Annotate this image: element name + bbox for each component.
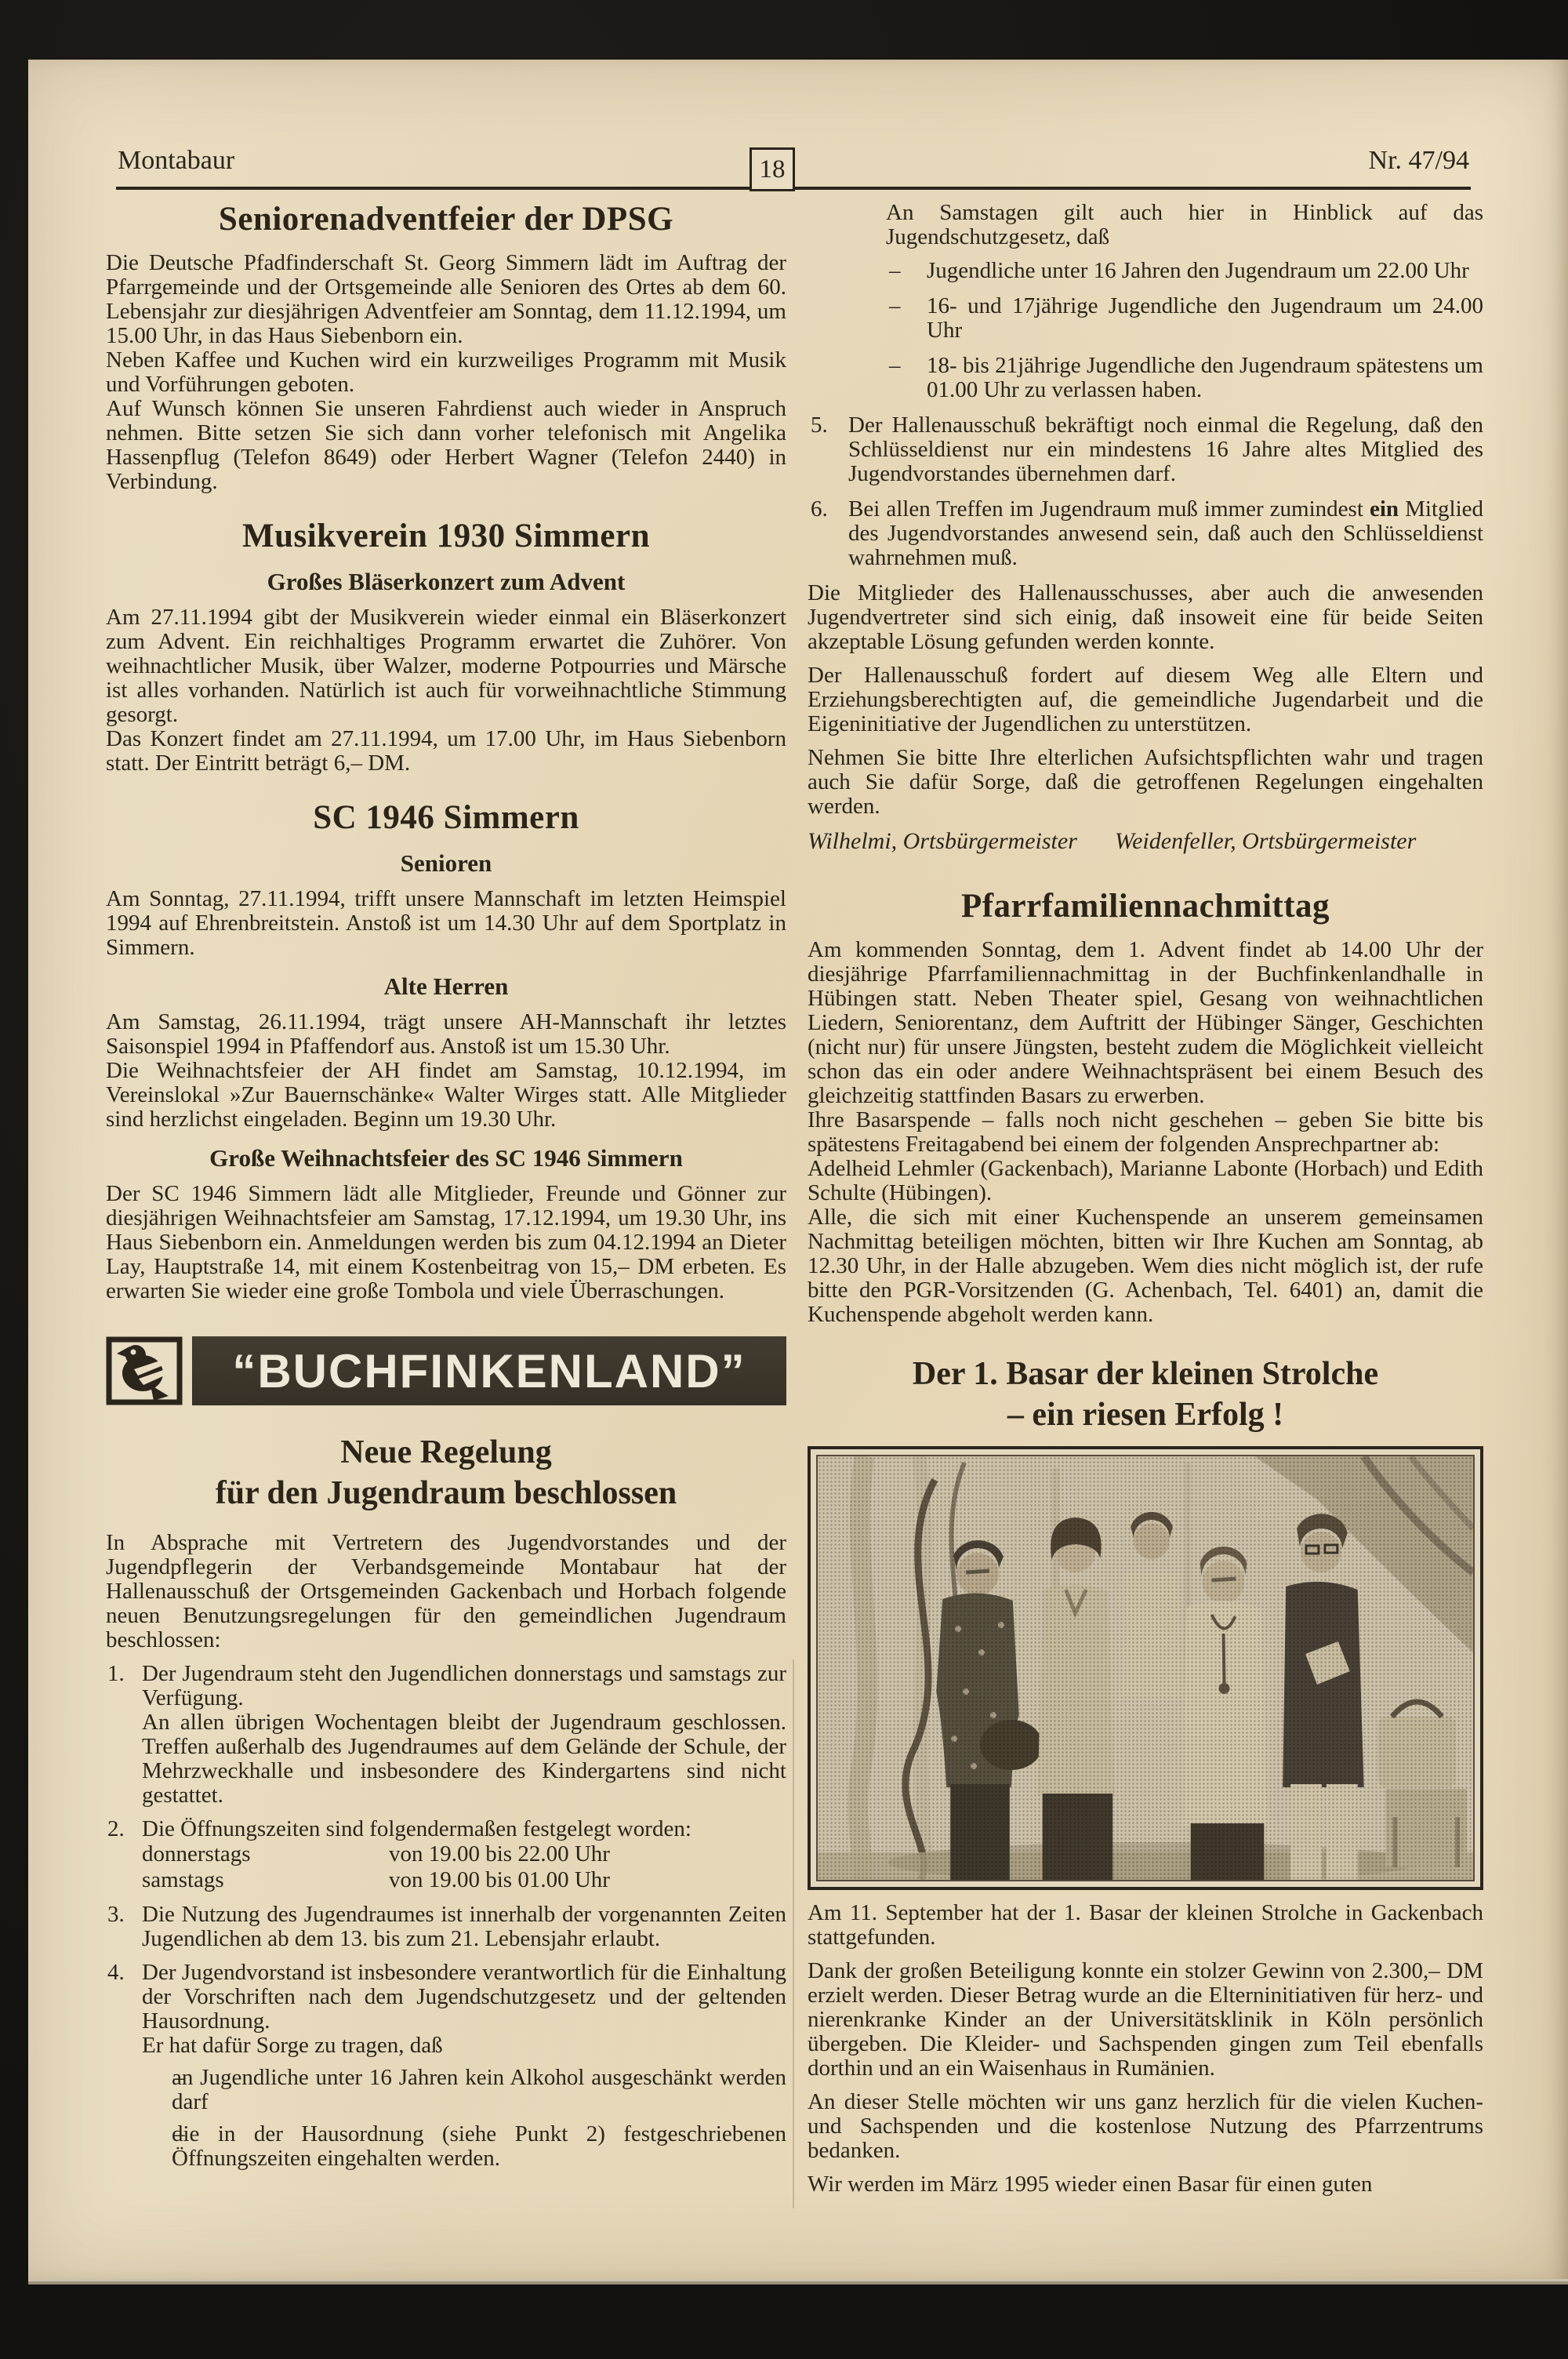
column-divider xyxy=(793,1659,794,2208)
paragraph: Die Weihnachtsfeier der AH findet am Samstag, 10.12.1994, im Vereinslokal »Zur Bauernschänke« Walter Wirges statt. Alle Mitglieder sind herzlichst eingeladen. Beginn um 19.30 Uhr. xyxy=(106,1058,786,1132)
schedule-time: von 19.00 bis 01.00 Uhr xyxy=(389,1867,610,1892)
paragraph: Das Konzert findet am 27.11.1994, um 17.00 Uhr, im Haus Siebenborn statt. Der Eintritt beträgt 6,– DM. xyxy=(106,726,786,776)
finch-icon xyxy=(106,1336,183,1405)
schedule-time: von 19.00 bis 22.00 Uhr xyxy=(389,1841,610,1866)
list-number: 1. xyxy=(107,1661,125,1686)
paragraph: Die Deutsche Pfadfinderschaft St. Georg Simmern lädt im Auftrag der Pfarrgemeinde und der Ortsgemeinde alle Senioren des Ortes ab dem 60. Lebensjahr zur diesjährigen Adventfeier am Sonntag, dem 11.12.1994, um 15.00 Uhr, in das Haus Siebenborn ein. xyxy=(106,250,786,348)
list-item-5 xyxy=(808,413,1483,486)
article-musikverein xyxy=(106,518,786,776)
newsletter-page xyxy=(28,60,1568,2279)
paragraph: An dieser Stelle möchten wir uns ganz herzlich für die vielen Kuchen- und Sachspenden und die kostenlose Nutzung des Pfarrzentrums bedanken. xyxy=(808,2089,1483,2163)
article-regelung xyxy=(106,1432,786,2171)
heading-senioren: Senioren xyxy=(400,849,492,877)
paragraph: Der SC 1946 Simmern lädt alle Mitglieder, Freunde und Gönner zur diesjährigen Weihnachtsfeier am Samstag, 17.12.1994, um 19.30 Uhr, ins Haus Siebenborn ein. Anmeldungen werden bis zum 04.12.1994 an Dieter Lay, Hauptstraße 14, mit einem Kostenbeitrag von 15,– DM erbeten. Es erwarten Sie wieder eine große Tombola und viele Überraschungen. xyxy=(106,1181,786,1303)
paragraph: Am kommenden Sonntag, dem 1. Advent findet ab 14.00 Uhr der diesjährige Pfarrfamiliennachmittag in der Buchfinkenlandhalle in Hübingen statt. Neben Theater spiel, Gesang von weihnachtlichen Liedern, Seniorentanz, dem Auftritt der Hübinger Sänger, Geschichten (nicht nur) für unsere Jüngsten, besteht zudem die Möglichkeit vielleicht schon das ein oder andere Weihnachtspräsent bei einem Besuch des gleichzeitig stattfinden Basars zu erwerben. xyxy=(808,937,1483,1108)
photo-image xyxy=(816,1455,1475,1881)
page-number-box xyxy=(750,147,795,191)
paragraph: Er hat dafür Sorge zu tragen, daß xyxy=(142,2033,443,2058)
dash-item xyxy=(886,294,1483,343)
signature-weidenfeller: Weidenfeller, Ortsbürgermeister xyxy=(1114,828,1417,854)
paragraph: Neben Kaffee und Kuchen wird ein kurzweiliges Programm mit Musik und Vorführungen geboten. xyxy=(106,347,786,397)
buchfinkenland-banner xyxy=(106,1336,786,1405)
schedule-day: donnerstags xyxy=(142,1841,251,1866)
signature-line xyxy=(808,828,1483,855)
paragraph: Dank der großen Beteiligung konnte ein stolzer Gewinn von 2.300,– DM erzielt werden. Dieser Betrag wurde an die Elterninitiativen für herz- und nierenkranke Kinder an der Universitätsklinik in Köln persönlich übergeben. Die Kleider- und Sachspenden gingen zum Teil ebenfalls dorthin und an ein Waisenhaus in Rumänien. xyxy=(808,1958,1483,2081)
heading-alte-herren: Alte Herren xyxy=(383,972,509,1000)
regelung-title-line2: für den Jugendraum beschlossen xyxy=(215,1475,677,1511)
paragraph: Der Hallenausschuß bekräftigt noch einmal die Regelung, daß den Schlüsseldienst nur ein mindestens 16 Jahre altes Mitglied des Jugendvorstandes übernehmen darf. xyxy=(848,413,1483,486)
paragraph: Am 11. September hat der 1. Basar der kleinen Strolche in Gackenbach stattgefunden. xyxy=(808,1900,1483,1950)
article-subtitle-musikverein: Großes Bläserkonzert zum Advent xyxy=(267,568,626,595)
heading-weihnachtsfeier: Große Weihnachtsfeier des SC 1946 Simmern xyxy=(209,1144,683,1172)
paragraph: Der Jugendvorstand ist insbesondere verantwortlich für die Einhaltung der Vorschriften nach dem Jugendschutzgesetz und der geltenden Hausordnung. xyxy=(142,1960,786,2034)
list-number: 3. xyxy=(107,1902,125,1927)
article-title-sc1946: SC 1946 Simmern xyxy=(313,799,579,836)
dash-item xyxy=(142,2122,786,2171)
paragraph: Adelheid Lehmler (Gackenbach), Marianne Labonte (Horbach) und Edith Schulte (Hübingen). xyxy=(808,1156,1483,1205)
article-sc1946 xyxy=(106,799,786,1303)
paragraph: – an Jugendliche unter 16 Jahren kein Alkohol ausgeschänkt werden darf xyxy=(172,2065,786,2114)
banner-text: “BUCHFINKENLAND” xyxy=(232,1344,746,1398)
dash-item xyxy=(142,2066,786,2114)
paragraph: Der Hallenausschuß fordert auf diesem Weg alle Eltern und Erziehungsberechtigten auf, die gemeindliche Jugendarbeit und die Eigeninitiative der Jugendlichen zu unterstützen. xyxy=(808,663,1483,736)
paragraph: Am Samstag, 26.11.1994, trägt unsere AH-Mannschaft ihr letztes Saisonspiel 1994 in Pfaffendorf aus. Anstoß ist um 15.30 Uhr. xyxy=(106,1009,786,1059)
list-number: 6. xyxy=(811,496,828,522)
dash-item xyxy=(886,259,1483,283)
basar-title-line2: – ein riesen Erfolg ! xyxy=(1007,1397,1284,1433)
photo-illustration xyxy=(818,1456,1473,1880)
regelung-title-line1: Neue Regelung xyxy=(340,1434,552,1470)
page-header-issue: Nr. 47/94 xyxy=(1368,146,1469,175)
paragraph: Am 27.11.1994 gibt der Musikverein wieder einmal ein Bläserkonzert zum Advent. Ein reichhaltiges Programm erwartet die Zuhörer. Von weihnachtlicher Musik, über Walzer, moderne Potpourries und Märsche ist alles vorhanden. Natürlich ist auch für vorweihnachtliche Stimmung gesorgt. xyxy=(106,605,786,727)
regelung-intro: In Absprache mit Vertretern des Jugendvorstandes und der Jugendpflegerin der Verbandsgemeinde Montabaur hat der Hallenausschuß der Ortsgemeinden Gackenbach und Horbach folgende neuen Benutzungsregelungen für den gemeindlichen Jugendraum beschlossen: xyxy=(106,1530,786,1652)
dash-item xyxy=(886,354,1483,402)
list-number: 2. xyxy=(107,1816,125,1841)
article-pfarrfamiliennachmittag xyxy=(808,888,1483,1327)
paragraph: Auf Wunsch können Sie unseren Fahrdienst auch wieder in Anspruch nehmen. Bitte setzen Sie sich dann vorher telefonisch mit Angelika Hassenpflug (Telefon 8649) oder Herbert Wagner (Telefon 2440) in Verbindung. xyxy=(106,396,786,494)
basar-title-line1: Der 1. Basar der kleinen Strolche xyxy=(912,1356,1379,1392)
emphasized-word: ein xyxy=(1369,496,1399,522)
paragraph: – 18- bis 21jährige Jugendliche den Jugendraum spätestens um 01.00 Uhr zu verlassen haben. xyxy=(927,353,1483,402)
text-segment: Mitglied des Jugendvorstandes anwesend sein, daß auch den Schlüsseldienst wahrnehmen muß. xyxy=(848,496,1483,570)
article-title-dpsg: Seniorenadventfeier der DPSG xyxy=(218,201,674,238)
list-item-1 xyxy=(106,1662,786,1808)
paragraph: Wir werden im März 1995 wieder einen Basar für einen guten xyxy=(808,2172,1373,2197)
paragraph: – die in der Hausordnung (siehe Punkt 2) festgeschriebenen Öffnungszeiten eingehalten werden. xyxy=(172,2121,786,2171)
paragraph: Nehmen Sie bitte Ihre elterlichen Aufsichtspflichten wahr und tragen auch Sie dafür Sorge, daß die getroffenen Regelungen eingehalten werden. xyxy=(808,745,1483,819)
paragraph: – Jugendliche unter 16 Jahren den Jugendraum um 22.00 Uhr xyxy=(927,258,1469,283)
right-column xyxy=(808,201,1483,2263)
list-item-3 xyxy=(106,1903,786,1951)
paragraph: Die Nutzung des Jugendraumes ist innerhalb der vorgenannten Zeiten Jugendlichen ab dem 13. bis zum 21. Lebensjahr erlaubt. xyxy=(142,1902,786,1951)
paragraph: – 16- und 17jährige Jugendliche den Jugendraum um 24.00 Uhr xyxy=(927,293,1483,343)
list-item-2 xyxy=(106,1817,786,1893)
signature-wilhelmi: Wilhelmi, Ortsbürgermeister xyxy=(808,828,1077,854)
basar-group-photo xyxy=(808,1446,1483,1890)
page-header-place: Montabaur xyxy=(118,146,235,175)
text-segment: Bei allen Treffen im Jugendraum muß immer zumindest xyxy=(848,496,1363,522)
paragraph: Der Jugendraum steht den Jugendlichen donnerstags und samstags zur Verfügung. xyxy=(142,1661,786,1710)
list-number: 4. xyxy=(107,1960,125,1985)
article-dpsg xyxy=(106,201,786,494)
article-title-pfarrfamiliennachmittag: Pfarrfamiliennachmittag xyxy=(960,888,1330,925)
list-item-6 xyxy=(808,497,1483,570)
regelung-continuation xyxy=(808,201,1483,855)
paragraph: An Samstagen gilt auch hier in Hinblick auf das Jugendschutzgesetz, daß xyxy=(886,201,1483,249)
paragraph: An allen übrigen Wochentagen bleibt der Jugendraum geschlossen. Treffen außerhalb des Jugendraumes auf dem Gelände der Schule, der Mehrzweckhalle und insbesondere des Kindergartens sind nicht gestattet. xyxy=(142,1710,786,1808)
banner-title-bar xyxy=(192,1336,786,1405)
paragraph: Alle, die sich mit einer Kuchenspende an unserem gemeinsamen Nachmittag beteiligen möchten, bitten wir Ihre Kuchen am Sonntag, ab 12.30 Uhr, in der Halle abzugeben. Wem dies nicht möglich ist, der rufe bitte den PGR-Vorsitzenden (G. Achenbach, Tel. 6401) an, damit die Kuchenspende abgeholt werden kann. xyxy=(808,1205,1483,1327)
list-number: 5. xyxy=(811,413,828,438)
article-basar xyxy=(808,1354,1483,2197)
schedule-day: samstags xyxy=(142,1867,224,1892)
schedule-row xyxy=(142,1867,786,1893)
left-column xyxy=(106,201,786,2248)
paragraph xyxy=(848,497,1483,570)
paragraph: Am Sonntag, 27.11.1994, trifft unsere Mannschaft im letzten Heimspiel 1994 auf Ehrenbreitstein. Anstoß ist um 14.30 Uhr auf dem Sportplatz in Simmern. xyxy=(106,886,786,960)
list-item-4 xyxy=(106,1961,786,2171)
paragraph: Ihre Basarspende – falls noch nicht geschehen – geben Sie bitte bis spätestens Freitagabend bei einem der folgenden Ansprechpartner ab: xyxy=(808,1107,1483,1157)
article-title-musikverein: Musikverein 1930 Simmern xyxy=(241,518,651,554)
paragraph: Die Mitglieder des Hallenausschusses, aber auch die anwesenden Jugendvertreter sind sich einig, daß insoweit eine für beide Seiten akzeptable Lösung gefunden werden konnte. xyxy=(808,580,1483,654)
schedule-row xyxy=(142,1841,786,1867)
paragraph: Die Öffnungszeiten sind folgendermaßen festgelegt worden: xyxy=(142,1816,691,1841)
page-number: 18 xyxy=(759,154,786,184)
continuation-block xyxy=(886,201,1483,402)
